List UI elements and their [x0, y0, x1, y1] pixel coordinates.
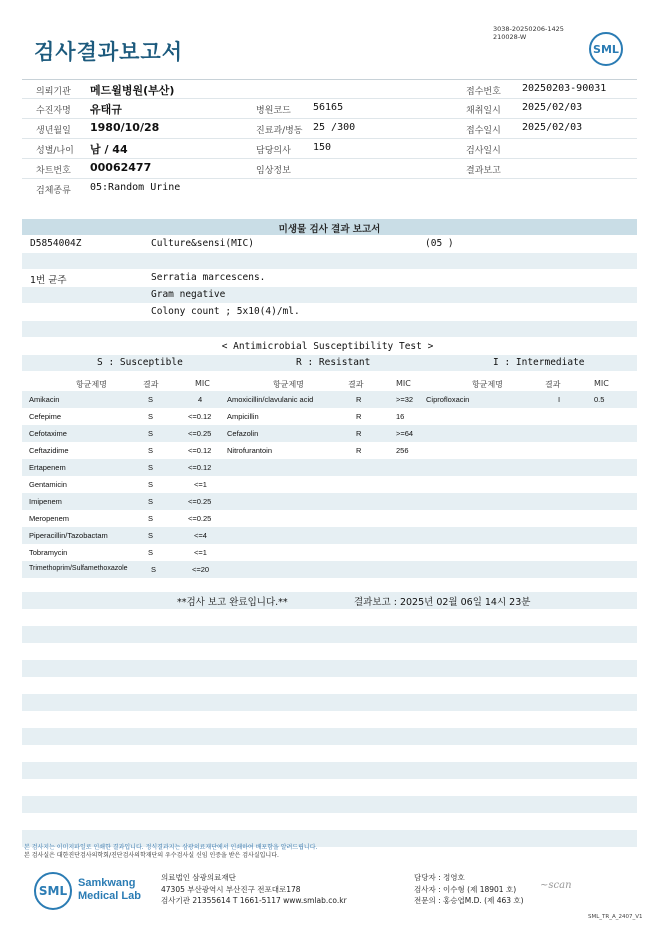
info-row-birth	[22, 119, 637, 139]
drug-result: S	[148, 412, 154, 421]
drug-result: S	[148, 531, 154, 540]
receipt-no-label: 접수번호	[466, 87, 501, 97]
info-row-sex-age	[22, 139, 637, 159]
company-name-line1: Samkwang	[78, 877, 136, 889]
table-row-band	[22, 527, 637, 544]
doctor-value: 150	[313, 142, 332, 153]
document-code	[493, 25, 564, 41]
empty-band	[22, 660, 637, 677]
empty-band	[22, 762, 637, 779]
test-name: Culture&sensi(MIC)	[151, 238, 254, 249]
drug-name: Cefotaxime	[29, 429, 67, 438]
drug-mic: 4	[198, 395, 203, 404]
receipt-date-value: 2025/02/03	[522, 122, 583, 133]
col3-result-header: 결과	[545, 380, 561, 389]
drug-mic: 256	[396, 446, 409, 455]
table-row-band	[22, 459, 637, 476]
legend-susceptible: S : Susceptible	[97, 357, 183, 368]
col3-mic-header: MIC	[594, 379, 609, 388]
col2-mic-header: MIC	[396, 379, 411, 388]
drug-mic: <=0.25	[188, 514, 212, 523]
collect-date-value: 2025/02/03	[522, 102, 583, 113]
empty-band	[22, 626, 637, 643]
drug-mic: 16	[396, 412, 405, 421]
drug-name: Cefepime	[29, 412, 62, 421]
specimen-value: 05:Random Urine	[90, 182, 181, 193]
drug-result: S	[148, 480, 154, 489]
drug-result: S	[148, 395, 154, 404]
specimen-label: 검체종류	[36, 186, 71, 196]
test-code: D5854004Z	[30, 238, 82, 249]
clinical-label: 임상정보	[256, 166, 291, 176]
examiner: 검사자 : 이수형 (제 18901 호)	[414, 885, 517, 894]
empty-band	[22, 796, 637, 813]
institution-value: 메드윌병원(부산)	[90, 84, 175, 97]
drug-mic: 0.5	[594, 395, 605, 404]
drug-name: Piperacillin/Tazobactam	[29, 531, 108, 540]
col1-drug-header: 항균제명	[76, 380, 107, 389]
empty-band	[22, 728, 637, 745]
drug-result: S	[148, 446, 154, 455]
col3-drug-header: 항균제명	[472, 380, 503, 389]
drug-result: R	[356, 446, 362, 455]
receipt-no-value: 20250203-90031	[522, 83, 607, 94]
drug-mic: <=20	[192, 565, 210, 574]
document-code-line1: 3038-20250206-1425	[493, 25, 564, 33]
drug-name: Gentamicin	[29, 480, 67, 489]
ast-title: < Antimicrobial Susceptibility Test >	[221, 341, 434, 352]
birth-value: 1980/10/28	[90, 121, 160, 134]
table-row-band	[22, 493, 637, 510]
chart-label: 차트번호	[36, 166, 71, 176]
sml-logo-text: SML	[593, 43, 619, 56]
drug-name: Meropenem	[29, 514, 70, 523]
drug-mic: >=32	[396, 395, 414, 404]
legend-resistant: R : Resistant	[296, 357, 371, 368]
document-code-line2: 210028-W	[493, 33, 527, 41]
report-time: 결과보고 : 2025년 02월 06일 14시 23분	[354, 597, 531, 608]
footer-note-print: 본 검사지는 이미지파일로 인쇄한 결과입니다. 정식결과지는 삼광의료재단에서 인쇄하여 배포함을 알려드립니다.	[24, 844, 318, 851]
report-title: 검사결과보고서	[34, 40, 184, 64]
drug-result: S	[151, 565, 157, 574]
hospital-code-value: 56165	[313, 102, 344, 113]
info-row-institution	[22, 79, 637, 99]
sml-footer-logo-text: SML	[38, 884, 68, 898]
signature-icon: ~scan	[540, 880, 572, 891]
org-name: 의료법인 삼광의료재단	[161, 873, 236, 882]
drug-result: S	[148, 463, 154, 472]
legend-intermediate: I : Intermediate	[493, 357, 585, 368]
doctor-label: 담당의사	[256, 146, 291, 156]
drug-mic: <=0.12	[188, 446, 212, 455]
drug-name: Amikacin	[29, 395, 60, 404]
sex-age-value: 남 / 44	[90, 143, 128, 156]
company-name	[78, 877, 141, 903]
empty-band	[22, 694, 637, 711]
drug-name: Ertapenem	[29, 463, 66, 472]
drug-mic: >=64	[396, 429, 414, 438]
col1-mic-header: MIC	[195, 379, 210, 388]
form-code: SML_TR_A_2407_V1	[588, 914, 643, 920]
drug-result: S	[148, 429, 154, 438]
drug-result: R	[356, 429, 362, 438]
gram-stain: Gram negative	[151, 289, 226, 300]
col2-drug-header: 항균제명	[273, 380, 304, 389]
drug-name: Cefazolin	[227, 429, 259, 438]
footer-note-certification: 본 검사실은 대한진단검사의학회/진단검사의학재단의 우수검사실 신임 인증을 받은 검사실입니다.	[24, 852, 279, 859]
sml-logo-icon	[589, 32, 623, 66]
drug-name: Ciprofloxacin	[426, 395, 470, 404]
drug-name: Nitrofurantoin	[227, 446, 273, 455]
dept-value: 25 /300	[313, 122, 356, 133]
info-row-chart	[22, 159, 637, 179]
name-value: 유태규	[90, 103, 122, 116]
colony-count: Colony count ; 5x10(4)/ml.	[151, 306, 300, 317]
institution-label: 의뢰기관	[36, 87, 71, 97]
test-date-label: 검사일시	[466, 146, 501, 156]
birth-label: 생년월일	[36, 126, 71, 136]
col1-result-header: 결과	[143, 380, 159, 389]
drug-name: Tobramycin	[29, 548, 68, 557]
drug-result: R	[356, 412, 362, 421]
drug-mic: <=0.12	[188, 463, 212, 472]
report-complete-text: **검사 보고 완료입니다.**	[177, 597, 288, 608]
test-suffix: (05 )	[425, 238, 454, 249]
table-row-band	[22, 425, 637, 442]
drug-result: R	[356, 395, 362, 404]
drug-mic: <=0.25	[188, 497, 212, 506]
drug-name: Amoxicillin/clavulanic acid	[227, 395, 314, 404]
drug-name: Trimethoprim/Sulfamethoxazole	[29, 565, 128, 572]
dept-label: 진료과/병동	[256, 126, 303, 136]
drug-mic: <=0.12	[188, 412, 212, 421]
collect-date-label: 채취일시	[466, 106, 501, 116]
drug-mic: <=4	[194, 531, 207, 540]
hospital-code-label: 병원코드	[256, 106, 291, 116]
name-label: 수진자명	[36, 106, 71, 116]
chart-value: 00062477	[90, 161, 152, 174]
drug-mic: <=1	[194, 480, 207, 489]
org-contact: 검사기관 21355614 T 1661-5117 www.smlab.co.kr	[161, 896, 347, 905]
table-row-band	[22, 391, 637, 408]
drug-mic: <=1	[194, 548, 207, 557]
col2-result-header: 결과	[348, 380, 364, 389]
gram-band	[22, 287, 637, 303]
drug-name: Ceftazidime	[29, 446, 69, 455]
blank-band-2	[22, 321, 637, 337]
drug-name: Ampicillin	[227, 412, 259, 421]
drug-result: S	[148, 548, 154, 557]
micro-section-title: 미생물 검사 결과 보고서	[278, 224, 381, 235]
receipt-date-label: 접수일시	[466, 126, 501, 136]
manager: 담당자 : 정영호	[414, 873, 465, 882]
organism-name: Serratia marcescens.	[151, 272, 266, 283]
report-date-label: 결과보고	[466, 166, 501, 176]
organism-label: 1번 균주	[30, 275, 67, 286]
org-address: 47305 부산광역시 부산진구 전포대로178	[161, 885, 301, 894]
sml-footer-logo-icon	[34, 872, 72, 910]
completion-band	[22, 592, 637, 609]
drug-result: I	[558, 395, 561, 404]
drug-result: S	[148, 497, 154, 506]
blank-band	[22, 253, 637, 269]
specialist: 전문의 : 홍승엽M.D. (제 463 호)	[414, 896, 524, 905]
info-row-name	[22, 99, 637, 119]
info-row-specimen	[22, 179, 637, 199]
company-name-line2: Medical Lab	[78, 890, 141, 902]
drug-mic: <=0.25	[188, 429, 212, 438]
sex-age-label: 성별/나이	[36, 146, 74, 156]
drug-name: Imipenem	[29, 497, 62, 506]
drug-result: S	[148, 514, 154, 523]
